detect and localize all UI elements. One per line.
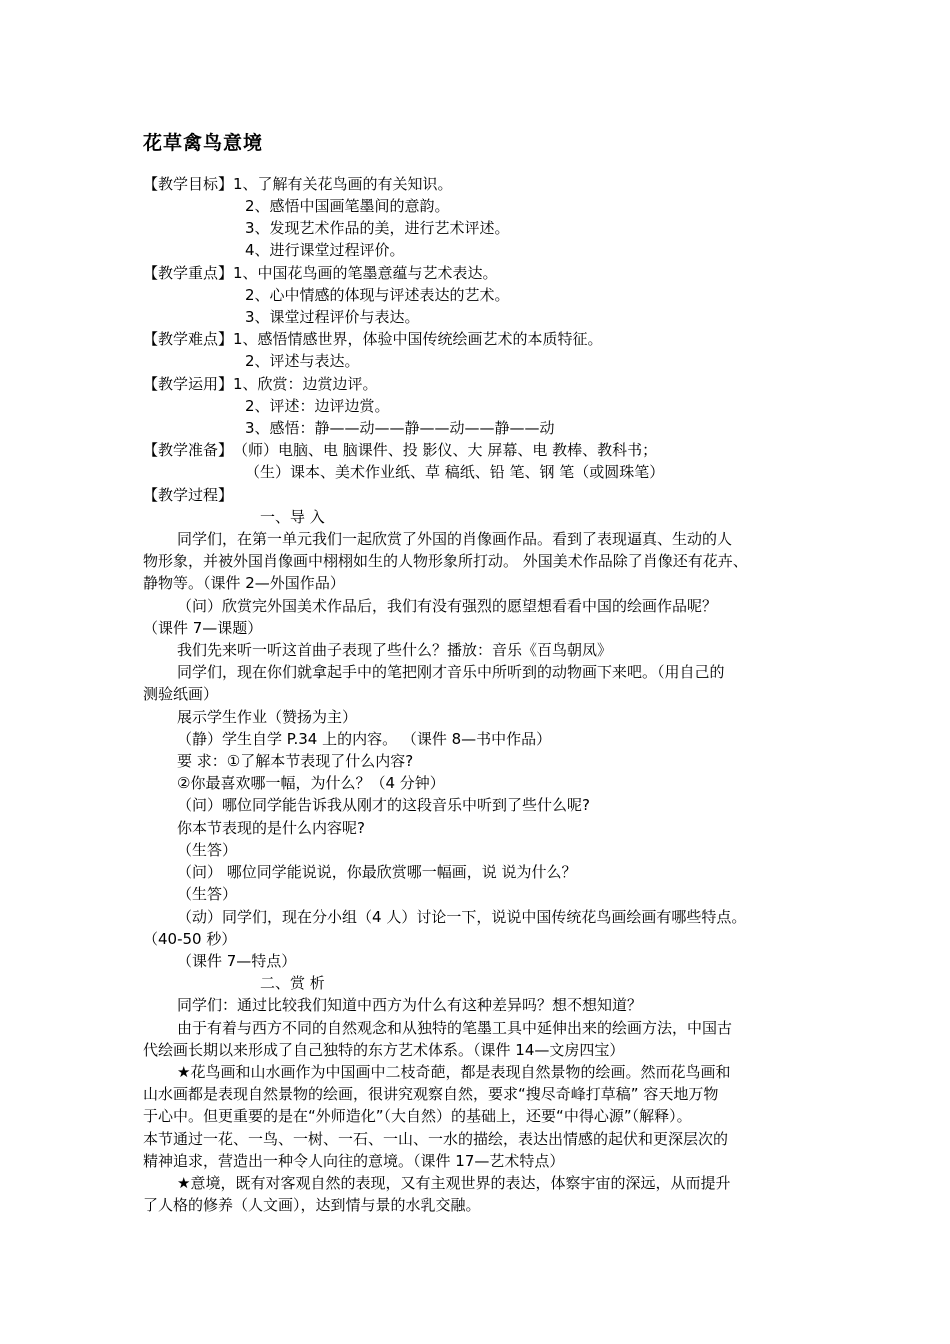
key-point-item: 2、心中情感的体现与评述表达的艺术。 (245, 286, 510, 304)
goal-item: 3、发现艺术作品的美，进行艺术评述。 (245, 219, 510, 237)
paragraph-line: 你本节表现的是什么内容呢? (177, 819, 365, 837)
method-item: 3、感悟：静——动——静——动——静——动 (245, 419, 555, 437)
paragraph-line: （40-50 秒） (143, 930, 237, 948)
paragraph-line: （静）学生自学 P.34 上的内容。 （课件 8—书中作品） (177, 730, 552, 748)
page-title: 花草禽鸟意境 (143, 132, 264, 154)
difficulty-item: 1、感悟情感世界，体验中国传统绘画艺术的本质特征。 (233, 330, 603, 348)
paragraph-line: （问） 哪位同学能说说，你最欣赏哪一幅画，说 说为什么？ (177, 863, 577, 881)
paragraph-line: （生答） (177, 885, 238, 903)
paragraph-line: ★意境，既有对客观自然的表现，又有主观世界的表达，体察宇宙的深远，从而提升 (177, 1174, 731, 1192)
paragraph-line: 山水画都是表现自然景物的绘画，很讲究观察自然，要求“搜尽奇峰打草稿” 容天地万物 (143, 1085, 719, 1103)
paragraph-line: 由于有着与西方不同的自然观念和从独特的笔墨工具中延伸出来的绘画方法，中国古 (177, 1019, 733, 1037)
paragraph-line: （生答） (177, 841, 238, 859)
key-points-line-1 (143, 262, 498, 284)
paragraph-line: 于心中。但更重要的是在“外师造化”（大自然）的基础上，还要“中得心源”（解释）。 (143, 1107, 692, 1125)
section-label-methods: 【教学运用】 (143, 375, 234, 393)
paragraph-line: 了人格的修养（人文画），达到情与景的水乳交融。 (143, 1196, 481, 1214)
paragraph-line: 同学们，现在你们就拿起手中的笔把刚才音乐中所听到的动物画下来吧。（用自己的 (177, 663, 725, 681)
paragraph-line: ②你最喜欢哪一幅，为什么？（4 分钟） (177, 774, 445, 792)
preparation-line-1 (143, 439, 657, 461)
key-point-item: 1、中国花鸟画的笔墨意蕴与艺术表达。 (233, 264, 498, 282)
paragraph-line: 我们先来听一听这首曲子表现了些什么？播放：音乐《百鸟朝凤》 (177, 641, 613, 659)
goal-item: 1、了解有关花鸟画的有关知识。 (233, 175, 453, 193)
difficulty-item: 2、评述与表达。 (245, 352, 360, 370)
paragraph-line: （问）欣赏完外国美术作品后，我们有没有强烈的愿望想看看中国的绘画作品呢？ (177, 597, 718, 615)
methods-line-1 (143, 373, 378, 395)
preparation-item: （生）课本、美术作业纸、草 稿纸、铅 笔、钢 笔（或圆珠笔） (245, 463, 665, 481)
goal-item: 2、感悟中国画笔墨间的意韵。 (245, 197, 450, 215)
section-label-preparation: 【教学准备】 (143, 441, 234, 459)
method-item: 2、评述：边评边赏。 (245, 397, 390, 415)
paragraph-line: 静物等。（课件 2—外国作品） (143, 574, 345, 592)
goals-line-1 (143, 173, 453, 195)
paragraph-line: 要 求：①了解本节表现了什么内容? (177, 752, 414, 770)
key-point-item: 3、课堂过程评价与表达。 (245, 308, 420, 326)
paragraph-line: 同学们，在第一单元我们一起欣赏了外国的肖像画作品。看到了表现逼真、生动的人 (177, 530, 733, 548)
paragraph-line: 测验纸画） (143, 685, 219, 703)
section-label-key-points: 【教学重点】 (143, 264, 234, 282)
paragraph-line: 展示学生作业（赞扬为主） (177, 708, 358, 726)
paragraph-line: 代绘画长期以来形成了自己独特的东方艺术体系。（课件 14—文房四宝） (143, 1041, 625, 1059)
paragraph-line: （问）哪位同学能告诉我从刚才的这段音乐中听到了些什么呢? (177, 796, 590, 814)
section-label-process: 【教学过程】 (143, 486, 234, 504)
difficulties-line-1 (143, 328, 603, 350)
paragraph-line: （动）同学们，现在分小组（4 人）讨论一下，说说中国传统花鸟画绘画有哪些特点。 (177, 908, 747, 926)
paragraph-line: 同学们：通过比较我们知道中西方为什么有这种差异吗？想不想知道？ (177, 996, 643, 1014)
subheading-appreciation: 二、赏 析 (260, 974, 325, 992)
paragraph-line: （课件 7—课题） (143, 619, 263, 637)
section-label-difficulties: 【教学难点】 (143, 330, 234, 348)
paragraph-line: （课件 7—特点） (177, 952, 297, 970)
section-label-goals: 【教学目标】 (143, 175, 234, 193)
paragraph-line: 物形象，并被外国肖像画中栩栩如生的人物形象所打动。 外国美术作品除了肖像还有花卉、 (143, 552, 748, 570)
paragraph-line: 精神追求，营造出一种令人向往的意境。（课件 17—艺术特点） (143, 1152, 565, 1170)
method-item: 1、欣赏：边赏边评。 (233, 375, 378, 393)
preparation-item: （师）电脑、电 脑课件、投 影仪、大 屏幕、电 教棒、教科书； (233, 441, 658, 459)
goal-item: 4、进行课堂过程评价。 (245, 241, 405, 259)
paragraph-line: ★花鸟画和山水画作为中国画中二枝奇葩，都是表现自然景物的绘画。然而花鸟画和 (177, 1063, 731, 1081)
paragraph-line: 本节通过一花、一鸟、一树、一石、一山、一水的描绘，表达出情感的起伏和更深层次的 (143, 1130, 729, 1148)
subheading-intro: 一、导 入 (260, 508, 325, 526)
